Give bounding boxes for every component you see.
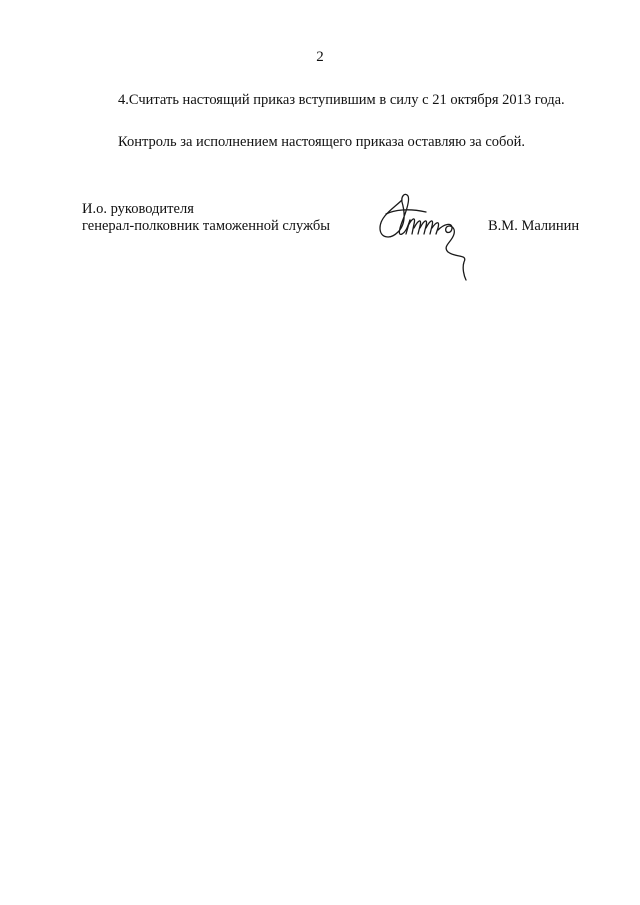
signatory-position-line-2: генерал-полковник таможенной службы [82, 218, 331, 234]
paragraph-effective-date: 4.Считать настоящий приказ вступившим в силу с 21 октября 2013 года. [118, 92, 565, 108]
signatory-name: В.М. Малинин [488, 218, 580, 234]
signatory-position-block [82, 201, 330, 235]
paragraph-control: Контроль за исполнением настоящего приказа оставляю за собой. [118, 134, 526, 150]
signatory-position-line-1: И.о. руководителя [82, 201, 194, 217]
handwritten-signature [372, 188, 482, 283]
page-number: 2 [316, 49, 324, 65]
